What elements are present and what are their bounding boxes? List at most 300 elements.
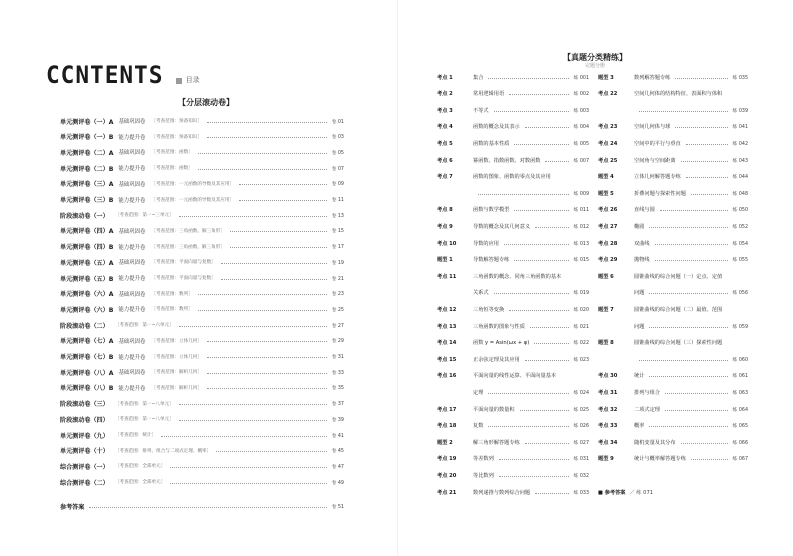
contents-brand — [46, 60, 200, 88]
toc-level-label: 基础巩固卷 — [118, 228, 146, 235]
toc-row[interactable] — [598, 286, 748, 300]
toc-row[interactable] — [60, 145, 344, 159]
dot-leader — [499, 476, 569, 477]
toc-unit-title: 单元测评卷（五）A — [60, 259, 114, 267]
toc-row[interactable] — [437, 170, 589, 184]
toc-page-number: 卷 35 — [331, 386, 344, 392]
dot-leader — [649, 426, 727, 427]
toc-topic-title: 排列与组合 — [634, 389, 660, 396]
toc-unit-title: 单元测评卷（三）B — [60, 197, 114, 204]
dot-leader — [675, 78, 727, 79]
section-subtitle: 完题分册 — [585, 63, 606, 69]
toc-topic-title: 平面向量的线性运算、平面向量基本 — [473, 373, 557, 380]
toc-unit-title: 单元测评卷（八）B — [60, 385, 114, 393]
toc-topic-number: 题型 7 — [598, 306, 614, 313]
toc-row[interactable] — [598, 385, 748, 399]
dot-leader — [161, 436, 326, 437]
toc-page-number: 卷 41 — [331, 433, 344, 439]
toc-topic-title: 复数 — [473, 423, 484, 430]
toc-row[interactable] — [598, 253, 748, 267]
square-icon — [176, 78, 182, 84]
dot-leader — [179, 420, 327, 421]
toc-topic-title: 椭圆 — [634, 223, 645, 230]
toc-scope-text: ［考查范围：预备知识］ — [151, 119, 202, 124]
toc-row[interactable] — [598, 70, 748, 84]
toc-row[interactable] — [437, 452, 589, 466]
toc-scope-text: ［考查范围：第一~八单元］ — [114, 401, 174, 407]
toc-row[interactable] — [437, 219, 589, 233]
dot-leader — [239, 184, 326, 185]
toc-row[interactable] — [437, 269, 589, 283]
toc-page-number: 练 033 — [573, 490, 589, 496]
toc-row[interactable] — [598, 203, 748, 217]
toc-topic-number: 考点 27 — [598, 223, 618, 230]
toc-scope-text: ［考查范围：三角函数、解三角形］ — [151, 228, 225, 234]
toc-row[interactable] — [437, 203, 589, 217]
toc-row[interactable] — [437, 153, 589, 167]
toc-topic-title: 立体几何解答题专练 — [634, 174, 681, 181]
toc-unit-title: 单元测评卷（二）B — [60, 165, 114, 173]
toc-row[interactable] — [60, 365, 344, 379]
toc-page-number: 练 050 — [732, 208, 748, 214]
toc-topic-title: 概率 — [634, 423, 645, 430]
toc-topic-number: 考点 24 — [598, 140, 618, 147]
toc-row[interactable] — [598, 402, 748, 416]
toc-row[interactable] — [437, 336, 589, 350]
dot-leader — [179, 404, 327, 405]
toc-page-number: 练 055 — [732, 258, 748, 264]
dot-leader — [525, 360, 569, 361]
toc-topic-number: 题型 6 — [598, 273, 614, 280]
toc-row[interactable] — [437, 402, 589, 416]
dot-leader — [170, 483, 326, 484]
toc-topic-number: 考点 4 — [437, 124, 453, 131]
toc-row[interactable] — [437, 485, 589, 499]
toc-page-number: 卷 33 — [331, 370, 344, 376]
toc-scope-text: ［考查范围：一元函数的导数及其应用］ — [151, 181, 235, 187]
toc-level-label: 能力提升卷 — [118, 197, 146, 204]
toc-topic-number: 考点 9 — [437, 223, 453, 230]
left-answer-row[interactable] — [60, 499, 344, 513]
toc-row[interactable] — [437, 302, 589, 316]
toc-row[interactable] — [60, 444, 344, 458]
toc-topic-number: 考点 2 — [437, 91, 453, 98]
toc-unit-title: 单元测评卷（六）A — [60, 291, 114, 299]
toc-topic-title: 定理 — [473, 389, 484, 396]
toc-topic-title: 导数的应用 — [473, 240, 499, 247]
toc-scope-text: ［考查范围：全部单元］ — [114, 464, 166, 470]
toc-row[interactable] — [598, 352, 748, 366]
toc-row[interactable] — [437, 136, 589, 150]
toc-row[interactable] — [60, 114, 344, 128]
toc-row[interactable] — [60, 224, 344, 238]
toc-page-number: 练 042 — [732, 141, 748, 147]
toc-row[interactable] — [437, 87, 589, 101]
toc-topic-title: 正余弦定理及其应用 — [473, 356, 520, 363]
toc-page-number: 练 004 — [573, 125, 589, 131]
dot-leader — [525, 127, 569, 128]
toc-level-label: 能力提升卷 — [118, 307, 146, 314]
toc-row[interactable] — [437, 236, 589, 250]
dot-leader — [221, 263, 327, 264]
toc-row[interactable] — [60, 397, 344, 411]
toc-page-number: 卷 23 — [331, 292, 344, 298]
toc-row[interactable] — [598, 170, 748, 184]
dot-leader — [520, 410, 569, 411]
toc-page-number: 卷 05 — [331, 150, 344, 156]
dot-leader — [675, 127, 727, 128]
toc-level-label: 基础巩固卷 — [118, 260, 146, 267]
toc-page-number: 练 065 — [732, 424, 748, 430]
toc-page-number: 练 035 — [732, 75, 748, 81]
toc-topic-title: 空间角与空间距离 — [634, 157, 676, 164]
toc-page-number: 卷 01 — [331, 119, 344, 125]
toc-row[interactable] — [437, 352, 589, 366]
toc-row[interactable] — [60, 177, 344, 191]
answer-page: ／ 练 071 — [629, 489, 654, 496]
dot-leader — [494, 111, 569, 112]
toc-topic-number: 考点 16 — [437, 373, 457, 380]
toc-topic-number: 题型 5 — [598, 190, 614, 197]
dot-leader — [221, 279, 327, 280]
toc-topic-title: 函数的基本性质 — [473, 140, 510, 147]
dot-leader — [514, 260, 568, 261]
toc-topic-number: 考点 26 — [598, 207, 618, 214]
dot-leader — [649, 327, 727, 328]
toc-topic-title: 空间中的平行与垂直 — [634, 140, 681, 147]
toc-row[interactable] — [598, 269, 748, 283]
toc-row[interactable] — [598, 87, 748, 101]
toc-topic-number: 考点 10 — [437, 240, 457, 247]
toc-topic-title: 解三角形解答题专练 — [473, 439, 520, 446]
toc-topic-number: 考点 15 — [437, 356, 457, 363]
toc-row[interactable] — [60, 350, 344, 364]
toc-row[interactable] — [60, 271, 344, 285]
toc-row[interactable] — [598, 153, 748, 167]
dot-leader — [681, 443, 728, 444]
toc-row[interactable] — [60, 428, 344, 442]
toc-page-number: 练 001 — [573, 75, 589, 81]
toc-row[interactable] — [60, 475, 344, 489]
toc-topic-number: 考点 19 — [437, 456, 457, 463]
dot-leader — [488, 426, 568, 427]
answer-label: 参考答案 — [60, 503, 85, 511]
toc-unit-title: 综合测评卷（二） — [60, 479, 109, 487]
toc-topic-title: 等比数列 — [473, 472, 494, 479]
toc-scope-text: ［考查范围：平面向量与复数］ — [151, 276, 216, 281]
toc-topic-title: 三角函数的图象与性质 — [473, 323, 525, 330]
toc-row[interactable] — [598, 136, 748, 150]
toc-topic-title: 平面向量的数量积 — [473, 406, 515, 413]
toc-topic-title: 空间几何体的结构特征、表面积与体积 — [634, 91, 723, 98]
toc-scope-text: ［考查范围：平面向量与复数］ — [151, 260, 216, 266]
toc-topic-number: 考点 5 — [437, 140, 453, 147]
toc-topic-number: 考点 11 — [437, 273, 457, 280]
toc-row[interactable] — [437, 253, 589, 267]
toc-topic-title: 幂函数、指数函数、对数函数 — [473, 157, 541, 164]
toc-topic-title: 不等式 — [473, 107, 489, 114]
toc-unit-title: 阶段滚动卷（一） — [60, 212, 109, 220]
toc-page-number: 练 007 — [573, 158, 589, 164]
toc-topic-number: 考点 6 — [437, 157, 453, 164]
toc-topic-number: 题型 3 — [598, 74, 614, 81]
toc-topic-title: 关系式 — [473, 290, 489, 297]
toc-page-number: 练 064 — [732, 407, 748, 413]
toc-unit-title: 单元测评卷（四）B — [60, 244, 114, 252]
toc-page-number: 练 025 — [573, 407, 589, 413]
toc-level-label: 基础巩固卷 — [118, 291, 146, 298]
toc-page-number: 卷 13 — [331, 213, 344, 219]
toc-topic-number: 考点 7 — [437, 174, 453, 181]
toc-topic-number: 考点 31 — [598, 389, 618, 396]
toc-row[interactable] — [60, 161, 344, 175]
toc-topic-number: 考点 33 — [598, 423, 618, 430]
toc-level-label: 能力提升卷 — [118, 244, 146, 251]
dot-leader — [494, 293, 569, 294]
toc-row[interactable] — [598, 369, 748, 383]
toc-topic-number: 考点 18 — [437, 423, 457, 430]
toc-page-number: 卷 27 — [331, 323, 344, 329]
toc-row[interactable] — [60, 130, 344, 144]
dot-leader — [179, 216, 327, 217]
toc-unit-title: 单元测评卷（八）A — [60, 369, 114, 377]
toc-row[interactable] — [60, 287, 344, 301]
toc-row[interactable] — [437, 369, 589, 383]
dot-leader — [530, 327, 569, 328]
dot-leader — [655, 260, 728, 261]
toc-topic-number: 考点 29 — [598, 257, 618, 264]
toc-row[interactable] — [437, 70, 589, 84]
right-answer-row[interactable] — [598, 485, 653, 499]
section-title-exam-practice: 【真题分类精练】 — [563, 53, 627, 62]
toc-topic-title: 问题 — [634, 323, 645, 330]
dot-leader — [691, 194, 728, 195]
dot-leader — [207, 137, 327, 138]
toc-topic-number: 考点 8 — [437, 207, 453, 214]
toc-row[interactable] — [598, 103, 748, 117]
toc-row[interactable] — [60, 459, 344, 473]
toc-page-number: 练 026 — [573, 424, 589, 430]
toc-level-label: 能力提升卷 — [118, 166, 146, 173]
toc-unit-title: 单元测评卷（七）B — [60, 354, 114, 361]
dot-leader — [534, 343, 568, 344]
toc-topic-number: 考点 32 — [598, 406, 618, 413]
dot-leader — [649, 227, 727, 228]
dot-leader — [504, 244, 569, 245]
toc-topic-number: 题型 9 — [598, 456, 614, 463]
toc-topic-number: 考点 14 — [437, 340, 457, 347]
toc-unit-title: 阶段滚动卷（四） — [60, 416, 109, 424]
dot-leader — [198, 153, 327, 154]
dot-leader — [649, 293, 727, 294]
toc-unit-title: 单元测评卷（二）A — [60, 149, 114, 157]
dot-leader — [509, 310, 568, 311]
toc-row[interactable] — [60, 412, 344, 426]
toc-row[interactable] — [598, 186, 748, 200]
toc-topic-title: 折叠问题与探索性问题 — [634, 190, 686, 197]
toc-row[interactable] — [598, 452, 748, 466]
toc-topic-number: 考点 20 — [437, 472, 457, 479]
toc-row[interactable] — [437, 120, 589, 134]
toc-scope-text: ［考查范围：解析几何］ — [151, 385, 202, 391]
toc-topic-number: 考点 23 — [598, 124, 618, 131]
toc-row[interactable] — [437, 385, 589, 399]
toc-page-number: 卷 15 — [331, 229, 344, 235]
toc-topic-title: 统计与概率解答题专练 — [634, 456, 686, 463]
toc-page-number: 练 023 — [573, 357, 589, 363]
toc-row[interactable] — [598, 236, 748, 250]
toc-page-number: 卷 39 — [331, 417, 344, 423]
toc-unit-title: 单元测评卷（十） — [60, 448, 109, 456]
toc-topic-number: 考点 13 — [437, 323, 457, 330]
toc-page-number: 练 052 — [732, 224, 748, 230]
toc-page-number: 卷 09 — [331, 182, 344, 188]
toc-row[interactable] — [598, 419, 748, 433]
toc-row[interactable] — [60, 193, 344, 207]
toc-scope-text: ［考查范围：全部单元］ — [114, 480, 166, 486]
toc-topic-number: 考点 22 — [598, 91, 618, 98]
toc-page-number: 卷 47 — [331, 464, 344, 470]
toc-row[interactable] — [437, 286, 589, 300]
toc-topic-number: 题型 1 — [437, 257, 453, 264]
toc-unit-title: 单元测评卷（五）B — [60, 275, 114, 283]
dot-leader — [514, 210, 568, 211]
toc-page-number: 卷 31 — [331, 355, 344, 360]
toc-row[interactable] — [60, 302, 344, 316]
toc-topic-number: 考点 21 — [437, 489, 457, 496]
dot-leader — [488, 393, 568, 394]
toc-level-label: 基础巩固卷 — [118, 338, 146, 345]
toc-page-number: 卷 49 — [331, 480, 344, 486]
toc-page-number: 卷 25 — [331, 307, 344, 313]
toc-row[interactable] — [60, 318, 344, 332]
dot-leader — [691, 459, 728, 460]
dot-leader — [198, 169, 327, 170]
toc-page-number: 练 063 — [732, 390, 748, 396]
toc-topic-number: 题型 8 — [598, 340, 614, 347]
toc-row[interactable] — [437, 103, 589, 117]
right-page — [397, 0, 793, 556]
toc-topic-number: 题型 4 — [598, 174, 614, 181]
toc-topic-title: 随机变量及其分布 — [634, 439, 676, 446]
toc-row[interactable] — [60, 381, 344, 395]
toc-page-number: 卷 21 — [331, 276, 344, 282]
toc-page-number: 练 020 — [573, 307, 589, 313]
toc-page-number: 练 003 — [573, 108, 589, 114]
dot-leader — [649, 376, 727, 377]
toc-row[interactable] — [598, 435, 748, 449]
section-title-rolling-tests: 【分层滚动卷】 — [178, 98, 234, 107]
dot-leader — [535, 493, 568, 494]
toc-unit-title: 单元测评卷（三）A — [60, 181, 114, 189]
dot-leader — [545, 161, 568, 162]
toc-scope-text: ［考查范围：统计］ — [114, 433, 157, 438]
dot-leader — [535, 227, 568, 228]
toc-scope-text: ［考查范围：排列、组合与二项式定理、概率］ — [114, 448, 212, 454]
toc-topic-title: 三角函数的概念、同角三角函数的基本 — [473, 273, 562, 280]
toc-level-label: 基础巩固卷 — [118, 150, 146, 157]
toc-row[interactable] — [598, 336, 748, 350]
toc-row[interactable] — [60, 255, 344, 269]
toc-level-label: 能力提升卷 — [118, 385, 146, 392]
toc-topic-title: 问题 — [634, 290, 645, 297]
toc-topic-title: 双曲线 — [634, 240, 650, 247]
dot-leader — [207, 388, 327, 389]
toc-topic-number: 考点 17 — [437, 406, 457, 413]
toc-page-number: 练 024 — [573, 390, 589, 396]
toc-page-number: 练 048 — [732, 191, 748, 197]
toc-level-label: 能力提升卷 — [118, 276, 146, 282]
toc-row[interactable] — [437, 468, 589, 482]
toc-page-number: 练 054 — [732, 241, 748, 247]
toc-page-number: 练 044 — [732, 175, 748, 181]
toc-row[interactable] — [437, 319, 589, 333]
toc-row[interactable] — [437, 435, 589, 449]
dot-leader — [681, 161, 728, 162]
toc-row[interactable] — [60, 334, 344, 348]
toc-unit-title: 阶段滚动卷（三） — [60, 401, 109, 409]
toc-row[interactable] — [60, 240, 344, 254]
toc-topic-number: 考点 30 — [598, 373, 618, 380]
toc-unit-title: 阶段滚动卷（二） — [60, 322, 109, 330]
toc-level-label: 基础巩固卷 — [118, 370, 146, 377]
dot-leader — [239, 200, 326, 201]
toc-topic-title: 函数的图象、函数的零点及其应用 — [473, 174, 551, 181]
dot-leader — [230, 247, 327, 248]
toc-topic-title: 函数与数学模型 — [473, 207, 510, 214]
toc-row[interactable] — [598, 319, 748, 333]
toc-topic-number: 考点 1 — [437, 74, 453, 81]
toc-page-number: 卷 17 — [331, 245, 344, 251]
dot-leader — [488, 78, 568, 79]
toc-row[interactable] — [598, 302, 748, 316]
toc-page-number: 练 041 — [732, 125, 748, 131]
dot-leader — [686, 144, 728, 145]
toc-row[interactable] — [60, 208, 344, 222]
toc-page-number: 卷 19 — [331, 260, 344, 266]
dot-leader — [89, 507, 326, 508]
toc-topic-number: 题型 2 — [437, 439, 453, 446]
toc-topic-title: 圆锥曲线的综合问题（二）最值、范围 — [634, 306, 723, 313]
toc-scope-text: ［考查范围：解析几何］ — [151, 370, 202, 376]
dot-leader — [207, 373, 327, 374]
answer-label: ■ 参考答案 — [598, 489, 626, 496]
toc-scope-text: ［考查范围：立体几何］ — [151, 354, 202, 360]
toc-page-number: 练 022 — [573, 341, 589, 347]
toc-unit-title: 单元测评卷（九） — [60, 432, 109, 440]
dot-leader — [639, 111, 728, 112]
toc-topic-title: 导数解答题专练 — [473, 257, 510, 264]
toc-unit-title: 单元测评卷（一）A — [60, 118, 114, 126]
toc-row[interactable] — [437, 186, 589, 200]
toc-page-number: 练 043 — [732, 158, 748, 164]
toc-scope-text: ［考查范围：数列］ — [151, 307, 193, 313]
dot-leader — [660, 210, 728, 211]
toc-unit-title: 单元测评卷（七）A — [60, 338, 114, 346]
toc-topic-title: 抛物线 — [634, 257, 650, 264]
toc-page-number: 练 021 — [573, 324, 589, 330]
toc-topic-number: 考点 25 — [598, 157, 618, 164]
toc-topic-title: 三角恒等变换 — [473, 306, 505, 313]
toc-row[interactable] — [598, 120, 748, 134]
dot-leader — [665, 393, 728, 394]
dot-leader — [198, 310, 327, 311]
toc-scope-text: ［考查范围：立体几何］ — [151, 338, 202, 344]
toc-row[interactable] — [598, 219, 748, 233]
toc-row[interactable] — [437, 419, 589, 433]
toc-page-number: 卷 37 — [331, 402, 344, 408]
toc-scope-text: ［考查范围：函数］ — [151, 150, 193, 156]
